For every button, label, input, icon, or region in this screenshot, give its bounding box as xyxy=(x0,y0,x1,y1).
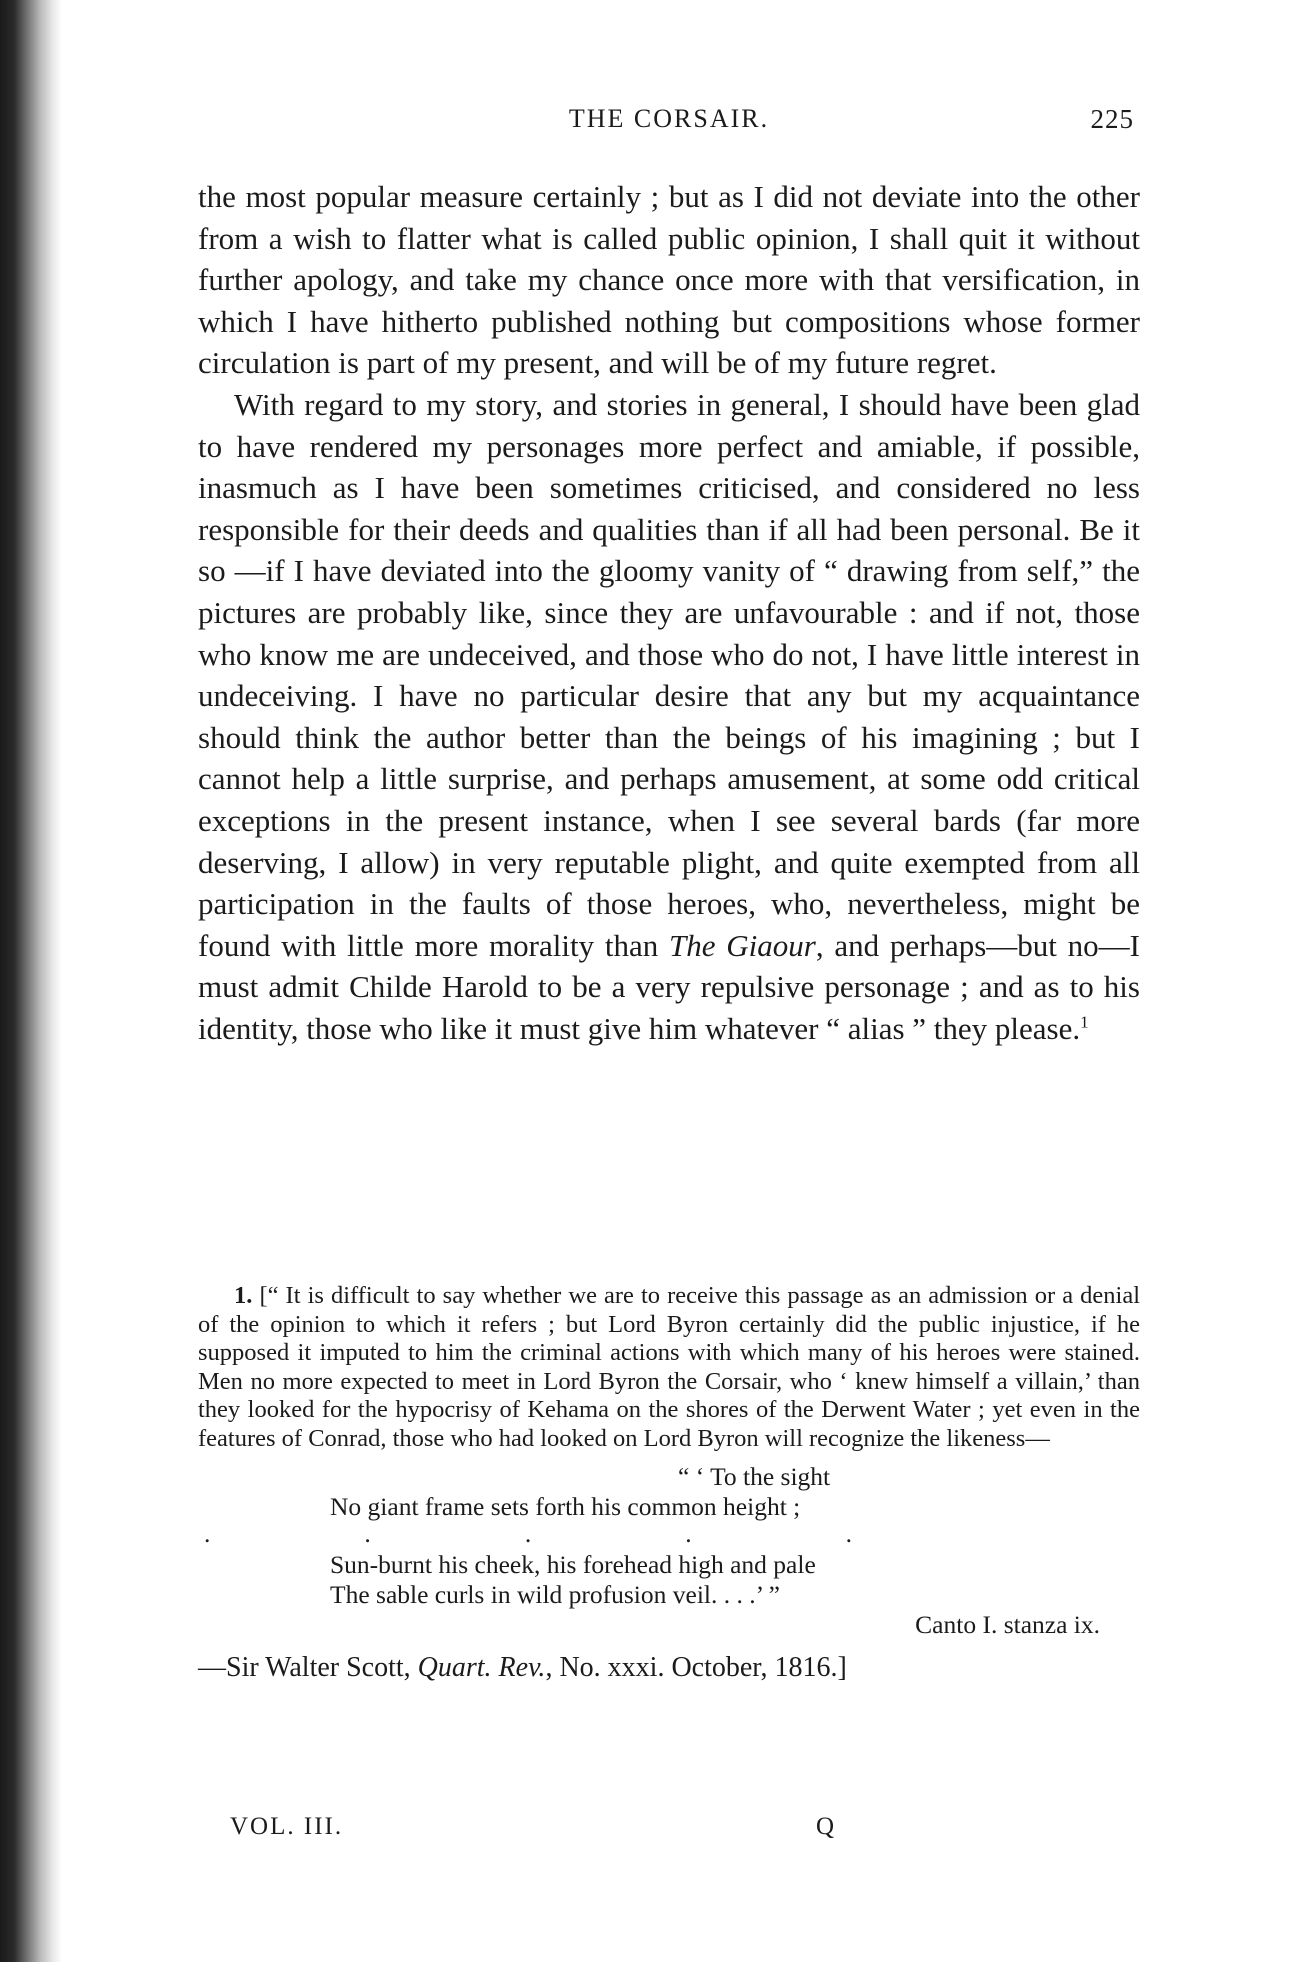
verse-dot: . xyxy=(524,1518,532,1548)
verse-line-2: No giant frame sets forth his common height ; xyxy=(330,1491,801,1521)
paragraph-1-text: the most popular measure certainly ; but as I did not deviate into the other from a wish to flatter what is called public opinion, I shall quit it without further apology, and take my chance once more with that versification, in which I have hitherto published nothing but compositions whose former circulation is part of my present, and will be of my future regret. xyxy=(198,179,1140,381)
binding-gutter-shadow xyxy=(0,0,62,1962)
verse-citation: Canto I. stanza ix. xyxy=(915,1609,1100,1639)
footnote-text: [“ It is difficult to say whether we are to receive this passage as an admission or a denial of the opinion to which it refers ; but Lord Byron certainly did the public injustice, if he supposed it imputed to him the criminal actions with which many of his heroes were stained. Men no more expected to meet in Lord Byron the Corsair, who ‘ knew himself a villain,’ than they looked for the hypocrisy of Kehama on the shores of the Derwent Water ; yet even in the features of Conrad, those who had looked on Lord Byron will recognize the likeness— xyxy=(198,1282,1140,1452)
verse-dot: . xyxy=(364,1518,371,1548)
attribution-issue: , No. xxxi. October, 1816.] xyxy=(545,1651,847,1683)
footnote-attribution xyxy=(198,1650,1140,1686)
footnote-section xyxy=(198,1282,1140,1686)
verse-line-1: “ ‘ To the sight xyxy=(678,1461,831,1491)
paragraph-1 xyxy=(198,176,1140,384)
verse-line-4: The sable curls in wild profusion veil. . . .’ ” xyxy=(330,1579,780,1609)
verse-dot: . xyxy=(204,1518,211,1548)
signature-line xyxy=(198,1813,1140,1853)
paragraph-2 xyxy=(198,384,1140,1050)
footnote-number: 1. xyxy=(234,1282,253,1309)
attribution-author: —Sir Walter Scott, xyxy=(198,1651,411,1683)
volume-label: VOL. III. xyxy=(230,1813,344,1840)
verse-dot: . xyxy=(685,1518,692,1548)
paragraph-2-text-a: With regard to my story, and stories in general, I should have been glad to have rendered my personages more perfect and amiable, if possible, inasmuch as I have been sometimes criticised, and considered no less responsible for their deeds and qualities than if all had been personal. Be it so —if I have deviated into the gloomy vanity of “ drawing from self,” the pictures are probably like, since they are unfavourable : and if not, those who know me are undeceived, and those who do not, I have little interest in undeceiving. I have no particular desire that any but my acquaintance should think the author better than the beings of his imagining ; but I cannot help a little surprise, and perhaps amusement, at some odd critical exceptions in the present instance, when I see several bards (far more deserving, I allow) in very reputable plight, and quite exempted from all participation in the faults of those heroes, who, nevertheless, might be found with little more morality than xyxy=(198,386,1140,963)
footnote-1 xyxy=(198,1282,1140,1454)
verse-line-3: Sun-burnt his cheek, his forehead high and pale xyxy=(330,1549,816,1579)
footnote-marker: 1 xyxy=(1080,1012,1089,1032)
verse-ellipsis-row xyxy=(204,1518,852,1548)
book-page xyxy=(198,0,1140,1962)
main-text xyxy=(198,176,1140,1049)
signature-mark: Q xyxy=(816,1813,837,1840)
page-number: 225 xyxy=(1090,104,1134,134)
giaour-title: The Giaour xyxy=(669,927,816,963)
paragraph-2-text-b: , and perhaps—but no—I must admit Childe Harold to be a very repulsive personage ; and as to his identity, those who like it must give him whatever “ alias ” they please. xyxy=(198,927,1141,1046)
verse-dot: . xyxy=(845,1518,852,1548)
attribution-journal: Quart. Rev. xyxy=(417,1651,546,1683)
running-head xyxy=(198,104,1140,144)
running-title: THE CORSAIR. xyxy=(568,104,770,133)
